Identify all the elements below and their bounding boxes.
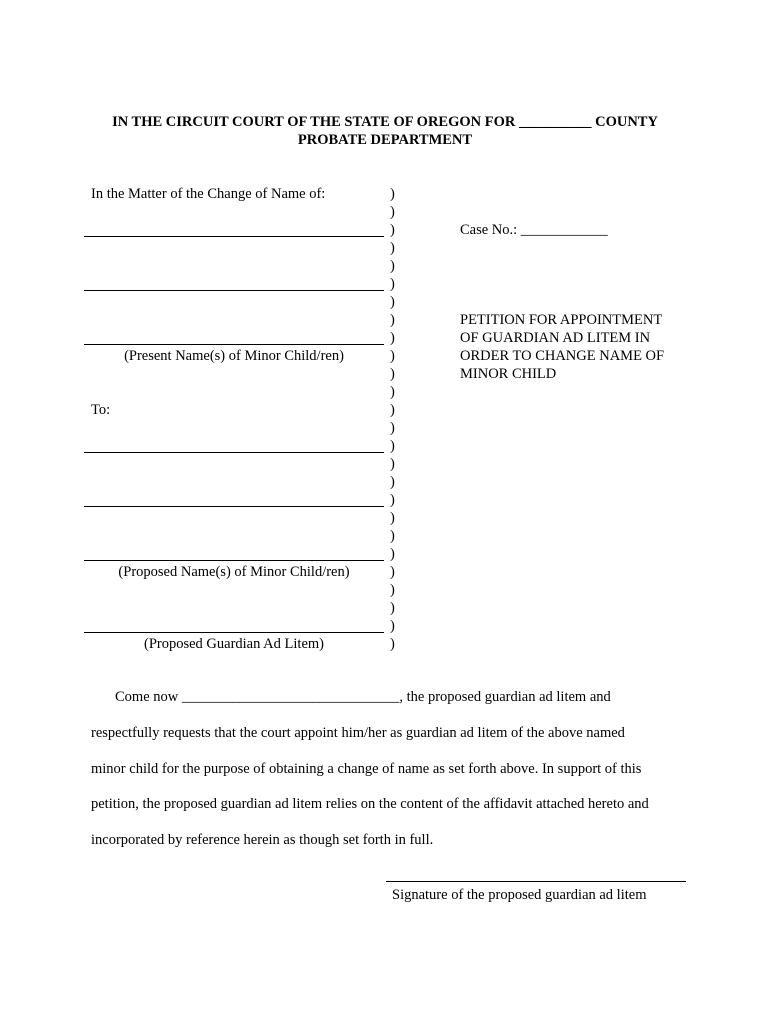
petition-title-line: OF GUARDIAN AD LITEM IN bbox=[460, 330, 651, 346]
department-heading: PROBATE DEPARTMENT bbox=[297, 132, 473, 148]
paren: ) bbox=[390, 348, 395, 364]
paren: ) bbox=[390, 276, 395, 292]
case-number: Case No.: ____________ bbox=[460, 222, 608, 238]
paren: ) bbox=[390, 564, 395, 580]
matter-label: In the Matter of the Change of Name of: bbox=[91, 186, 326, 202]
paren: ) bbox=[390, 240, 395, 256]
body-line: respectfully requests that the court appoint him/her as guardian ad litem of the above named bbox=[91, 725, 625, 741]
paren: ) bbox=[390, 618, 395, 634]
paren: ) bbox=[390, 456, 395, 472]
paren: ) bbox=[390, 438, 395, 454]
name-line-1 bbox=[84, 236, 384, 237]
petition-title-line: ORDER TO CHANGE NAME OF bbox=[460, 348, 665, 364]
name-line-2 bbox=[84, 290, 384, 291]
proposed-line-3 bbox=[84, 560, 384, 561]
proposed-line-2 bbox=[84, 506, 384, 507]
name-line-3 bbox=[84, 344, 384, 345]
petition-title-line: PETITION FOR APPOINTMENT bbox=[460, 312, 663, 328]
paren: ) bbox=[390, 366, 395, 382]
paren: ) bbox=[390, 600, 395, 616]
paren: ) bbox=[390, 474, 395, 490]
petition-title-line: MINOR CHILD bbox=[460, 366, 557, 382]
body-line: incorporated by reference herein as though set forth in full. bbox=[91, 832, 434, 848]
body-line: Come now ______________________________, the proposed guardian ad litem and bbox=[115, 689, 611, 705]
court-heading: IN THE CIRCUIT COURT OF THE STATE OF OREGON FOR __________ COUNTY bbox=[112, 114, 658, 130]
body-line: minor child for the purpose of obtaining a change of name as set forth above. In support of this bbox=[91, 761, 642, 777]
to-label: To: bbox=[91, 402, 111, 418]
paren: ) bbox=[390, 492, 395, 508]
paren: ) bbox=[390, 636, 395, 652]
paren: ) bbox=[390, 204, 395, 220]
paren: ) bbox=[390, 546, 395, 562]
body-line: petition, the proposed guardian ad litem relies on the content of the affidavit attached hereto and bbox=[91, 796, 649, 812]
signature-line bbox=[386, 881, 686, 882]
paren: ) bbox=[390, 222, 395, 238]
guardian-label: (Proposed Guardian Ad Litem) bbox=[143, 636, 324, 652]
paren: ) bbox=[390, 258, 395, 274]
paren: ) bbox=[390, 402, 395, 418]
paren: ) bbox=[390, 420, 395, 436]
paren: ) bbox=[390, 330, 395, 346]
proposed-line-1 bbox=[84, 452, 384, 453]
signature-label: Signature of the proposed guardian ad litem bbox=[392, 887, 647, 903]
paren: ) bbox=[390, 312, 395, 328]
proposed-name-label: (Proposed Name(s) of Minor Child/ren) bbox=[118, 564, 350, 580]
paren: ) bbox=[390, 510, 395, 526]
paren: ) bbox=[390, 186, 395, 202]
paren: ) bbox=[390, 384, 395, 400]
paren: ) bbox=[390, 528, 395, 544]
paren: ) bbox=[390, 294, 395, 310]
present-name-label: (Present Name(s) of Minor Child/ren) bbox=[124, 348, 344, 364]
paren: ) bbox=[390, 582, 395, 598]
guardian-line bbox=[84, 632, 384, 633]
